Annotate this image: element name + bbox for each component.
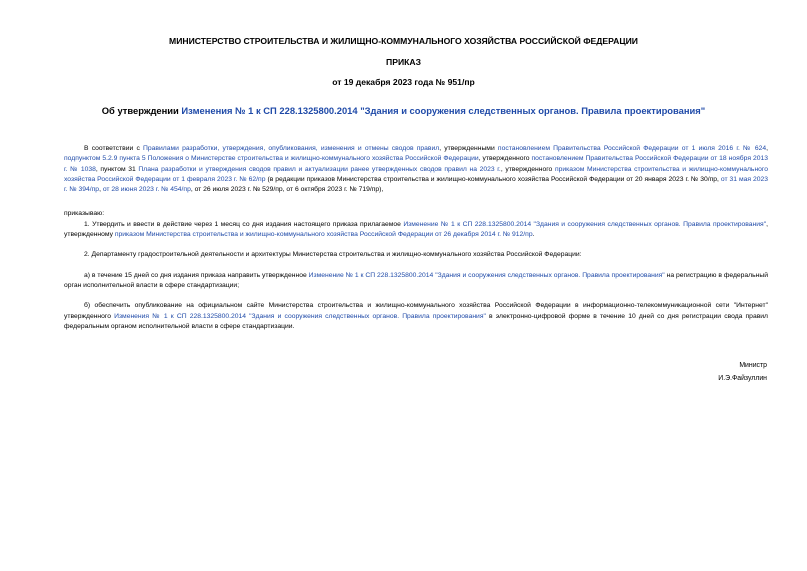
resolution-624-link[interactable]: постановлением Правительства Российской Федерации от 1 июля 2016 г. № 624 (497, 145, 767, 152)
order-62-link[interactable]: приказом Министерства строительства и жилищно-коммунального хозяйства Российской Федерации от 1 февраля 2023 г. № 62/пр (64, 165, 768, 183)
amendment-link[interactable]: Изменения № 1 к СП 228.1325800.2014 "Здания и сооружения следственных органов. Правила проектирования" (114, 312, 486, 320)
intro-text: (в редакции приказов Министерства строительства и жилищно-коммунального хозяйства Российской Федерации от 20 января 2023 г. № 30/пр (267, 175, 717, 183)
intro-text: В соответствии с (84, 145, 144, 152)
order-912-link[interactable]: приказом Министерства строительства и жилищно-коммунального хозяйства Российской Федерации от 26 декабря 2014 г. № 912/пр (114, 231, 533, 239)
intro-text: , пунктом 31 (95, 165, 139, 173)
intro-text: , (717, 175, 721, 183)
item-2a-text: а) в течение 15 дней со дня издания приказа направить утвержденное (84, 271, 309, 279)
item-2b-text: в электронно-цифровой форме в течение 10 дней со дня регистрации свода правил федеральным органом исполнительной власти в сфере стандартизации. (64, 312, 768, 330)
intro-text: , (766, 145, 768, 152)
order-word: приказываю: (64, 210, 105, 218)
amendment-link[interactable]: Изменение № 1 к СП 228.1325800.2014 "Здания и сооружения следственных органов. Правила проектирования" (308, 271, 665, 279)
item-2a-text: на регистрацию в федеральный орган исполнительной власти в сфере стандартизации; (64, 271, 768, 289)
document-body (64, 144, 768, 332)
plan-link[interactable]: Плана разработки и утверждения сводов правил и актуализации ранее утвержденных сводов правил на 2023 г. (138, 165, 501, 173)
order-394-link[interactable]: от 31 мая 2023 г. № 394/пр (64, 175, 768, 194)
amendment-link[interactable]: Изменение № 1 к СП 228.1325800.2014 "Здания и сооружения следственных органов. Правила проектирования" (403, 220, 767, 228)
intro-paragraph: В соответствии с Правилами разработки, утверждения, опубликования, изменения и отмены сводов правил, утвержденными постановлением Правительства Российской Федерации от 1 июля 2016 г. № 624, подпунктом 5.2.9 пункта 5 Положения о Министерстве строительства и жилищно-коммунального хозяйства Российской Федерации, утвержденного постановлением Правительства Российской Федерации от 18 ноября 2013 г. № 1038, пунктом 31 Плана разработки и утверждения сводов правил и актуализации ранее утвержденных сводов правил на 2023 г., утвержденного приказом Министерства строительства и жилищно-коммунального хозяйства Российской Федерации от 1 февраля 2023 г. № 62/пр (в редакции приказов Министерства строительства и жилищно-коммунального хозяйства Российской Федерации от 20 января 2023 г. № 30/пр, от 31 мая 2023 г. № 394/пр, от 28 июня 2023 г. № 454/пр, от 26 июля 2023 г. № 529/пр, от 6 октября 2023 г. № 719/пр), (64, 145, 768, 194)
intro-text: , утвержденными (439, 145, 498, 152)
intro-text: , утвержденного (478, 155, 532, 163)
title-amendment-link[interactable]: Изменения № 1 к СП 228.1325800.2014 "Здания и сооружения следственных органов. Правила проектирования" (181, 105, 706, 116)
item-1-text: , утвержденному (64, 220, 768, 239)
rules-link[interactable]: Правилами разработки, утверждения, опубликования, изменения и отмены сводов правил (143, 145, 440, 152)
document-type: ПРИКАЗ (386, 57, 421, 67)
intro-text: , утвержденного (500, 165, 555, 173)
signature-block (718, 360, 767, 385)
ministry-heading: МИНИСТЕРСТВО СТРОИТЕЛЬСТВА И ЖИЛИЩНО-КОММУНАЛЬНОГО ХОЗЯЙСТВА РОССИЙСКОЙ ФЕДЕРАЦИИ (169, 36, 638, 46)
regulation-subclause-link[interactable]: подпунктом 5.2.9 пункта 5 Положения о Министерстве строительства и жилищно-коммунального хозяйства Российской Федерации (64, 155, 479, 163)
signer-position: Министр (739, 362, 767, 369)
item-1 (64, 220, 768, 241)
intro-text: , (99, 186, 103, 194)
document-date-number: от 19 декабря 2023 года № 951/пр (332, 77, 475, 87)
item-1-text: . (532, 231, 535, 239)
title-prefix: Об утверждении (101, 105, 182, 116)
document-title (0, 105, 807, 116)
resolution-1038-link[interactable]: постановлением Правительства Российской Федерации от 18 ноября 2013 г. № 1038 (64, 155, 768, 173)
item-2a (64, 271, 768, 292)
item-2b (64, 301, 768, 332)
signer-name: И.Э.Файзуллин (718, 374, 767, 382)
order-454-link[interactable]: от 28 июня 2023 г. № 454/пр (102, 186, 191, 194)
item-1-text: 1. Утвердить и ввести в действие через 1 месяц со дня издания настоящего приказа прилагаемое (84, 220, 404, 228)
item-2: 2. Департаменту градостроительной деятельности и архитектуры Министерства строительства и жилищно-коммунального хозяйства Российской Федерации: (84, 251, 582, 259)
item-2b-text: б) обеспечить опубликование на официальном сайте Министерства строительства и жилищно-коммунального хозяйства Российской Федерации в информационно-телекоммуникационной сети "Интернет" утвержденного (64, 302, 768, 320)
intro-text: , от 26 июля 2023 г. № 529/пр, от 6 октября 2023 г. № 719/пр) (190, 186, 382, 194)
